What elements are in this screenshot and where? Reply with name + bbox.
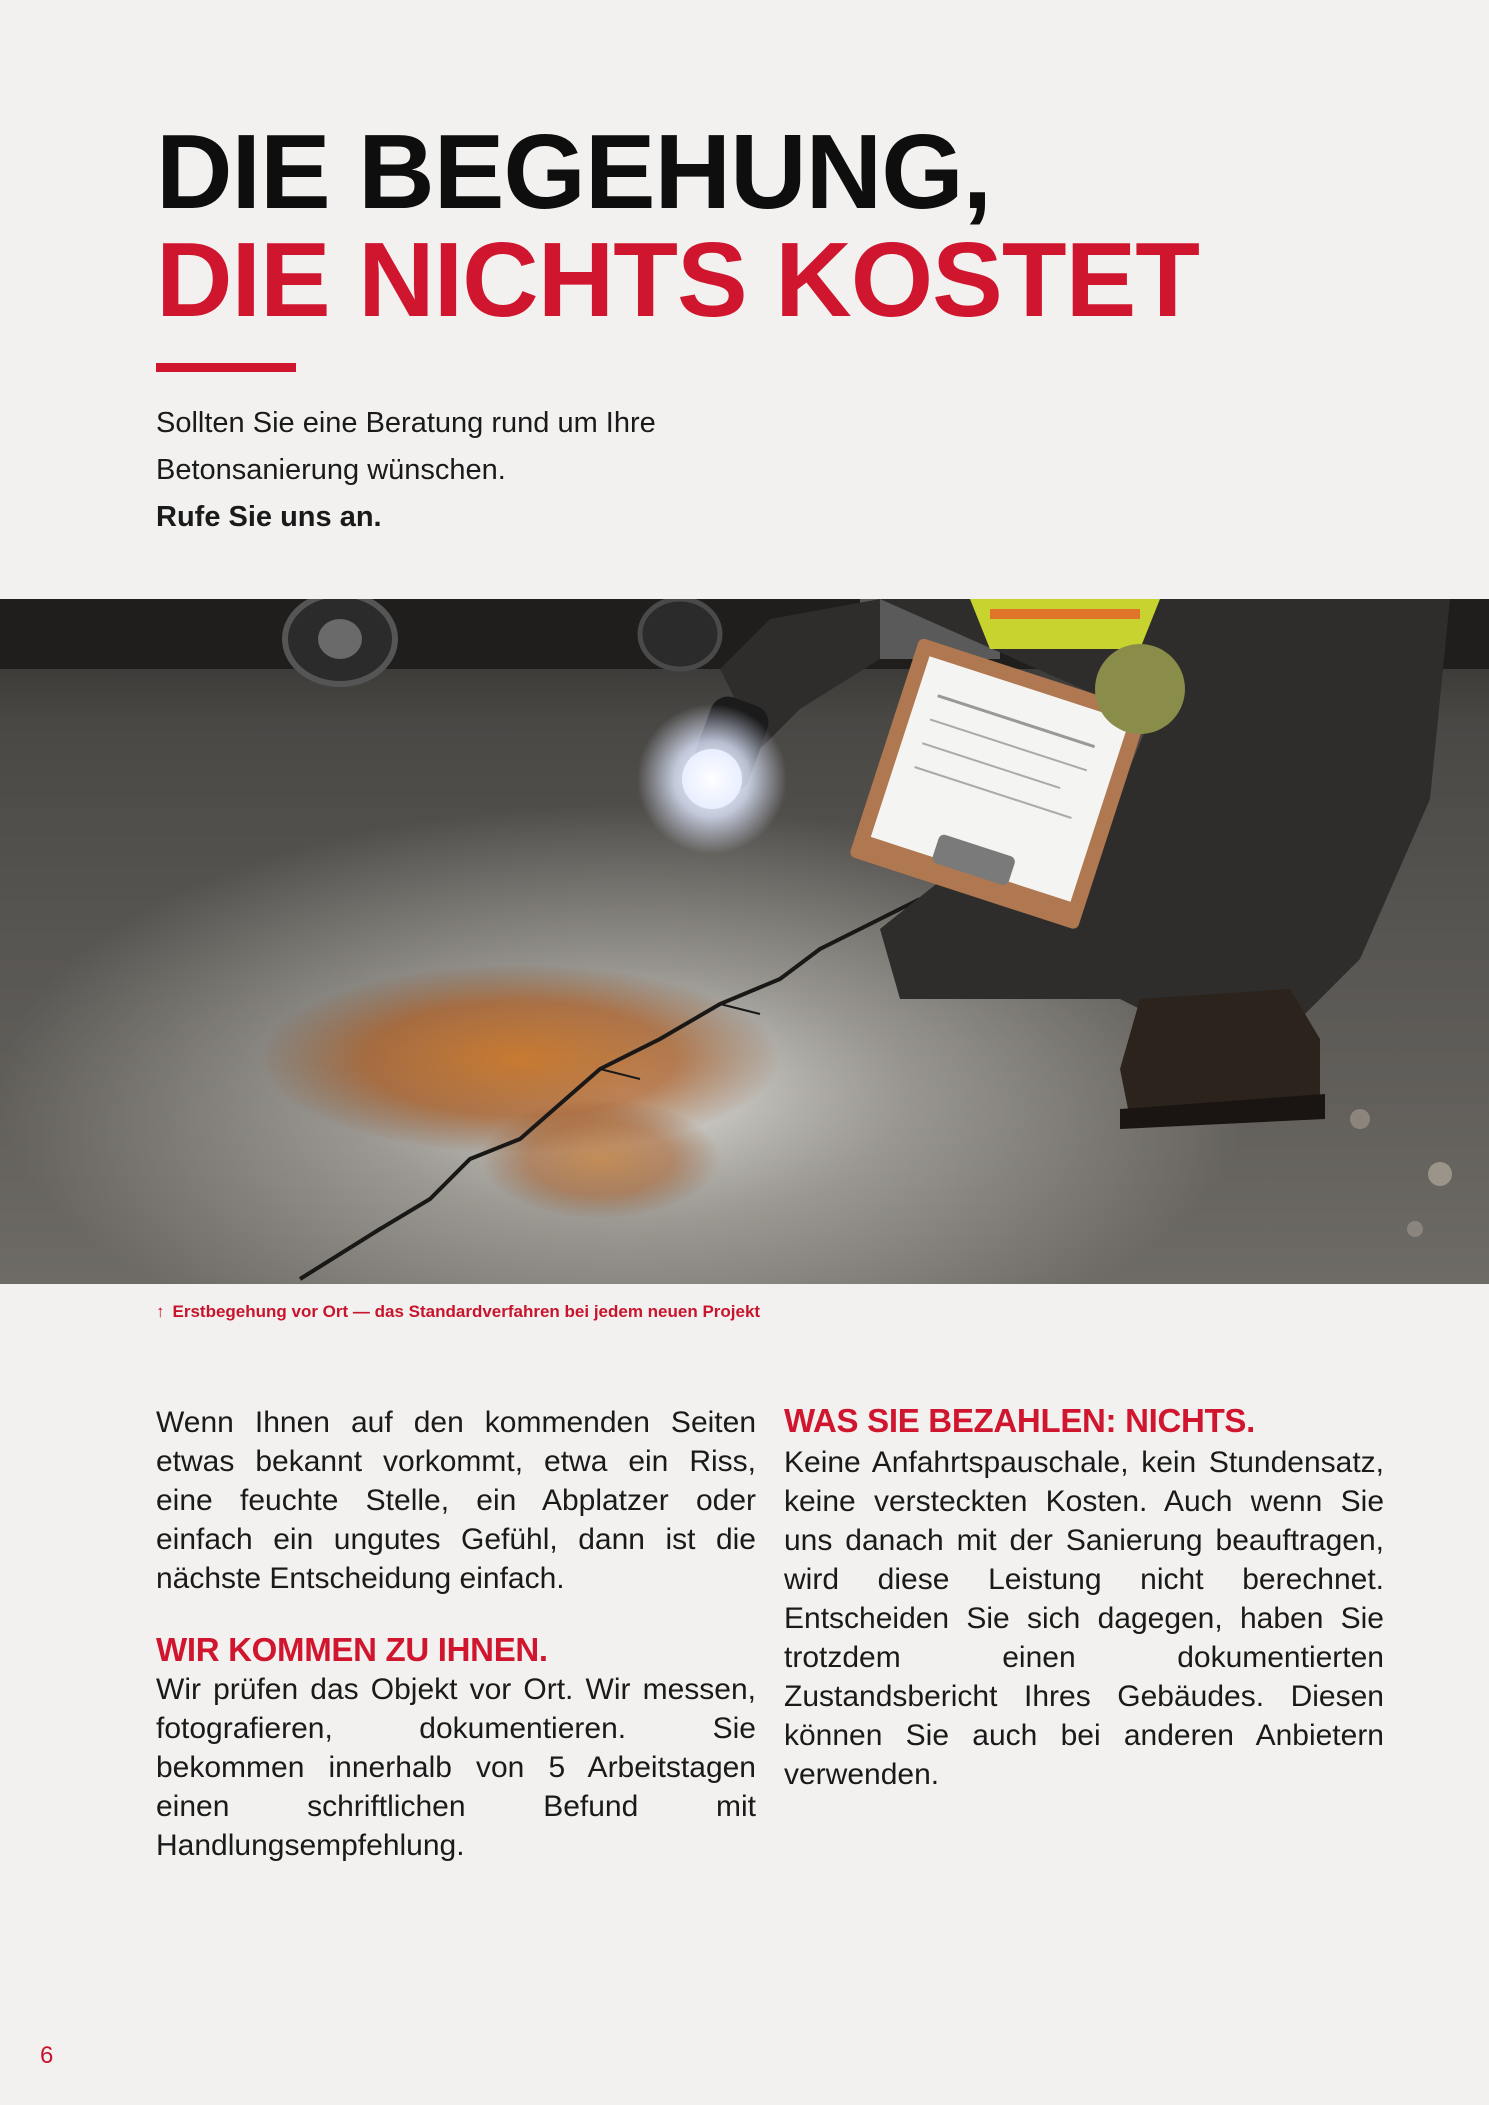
caption-text: Erstbegehung vor Ort — das Standardverfahren bei jedem neuen Projekt: [172, 1302, 761, 1321]
right-subheading: WAS SIE BEZAHLEN: NICHTS.: [784, 1402, 1256, 1439]
left-body-paragraph: Wir prüfen das Objekt vor Ort. Wir messen, fotografieren, dokumentieren. Sie bekommen innerhalb von 5 Arbeitstagen einen schriftlichen Befund mit Handlungsempfehlung.: [156, 1673, 756, 1862]
page-headline: [156, 113, 1200, 339]
headline-line-2: DIE NICHTS KOSTET: [156, 221, 1200, 339]
crack-inspection-photo-icon: [0, 599, 1489, 1284]
left-subheading: WIR KOMMEN ZU IHNEN.: [156, 1631, 548, 1668]
inspection-photo: [0, 599, 1489, 1284]
page-number: 6: [40, 2042, 54, 2069]
left-intro-paragraph: Wenn Ihnen auf den kommenden Seiten etwas bekannt vorkommt, etwa ein Riss, eine feuchte Stelle, ein Abplatzer oder einfach ein ungutes Gefühl, dann ist die nächste Entscheidung einfach.: [156, 1406, 756, 1595]
arrow-up-icon: ↑: [156, 1302, 165, 1321]
intro-line-2: Betonsanierung wünschen.: [156, 454, 506, 486]
intro-line-1: Sollten Sie eine Beratung rund um Ihre: [156, 407, 656, 439]
left-column: [156, 1403, 756, 1865]
accent-rule: [156, 363, 296, 372]
intro-text: [156, 400, 776, 541]
headline-line-1: DIE BEGEHUNG,: [156, 113, 992, 231]
image-caption: [156, 1300, 760, 1324]
intro-call-to-action: Rufe Sie uns an.: [156, 501, 382, 533]
right-body-paragraph: Keine Anfahrtspauschale, kein Stundensatz, keine versteckten Kosten. Auch wenn Sie uns danach mit der Sanierung beauftragen, wird diese Leistung nicht berechnet. Entscheiden Sie sich dagegen, haben Sie trotzdem einen dokumentierten Zustandsbericht Ihres Gebäudes. Diesen können Sie auch bei anderen Anbietern verwenden.: [784, 1446, 1384, 1791]
right-column: [784, 1403, 1384, 1794]
